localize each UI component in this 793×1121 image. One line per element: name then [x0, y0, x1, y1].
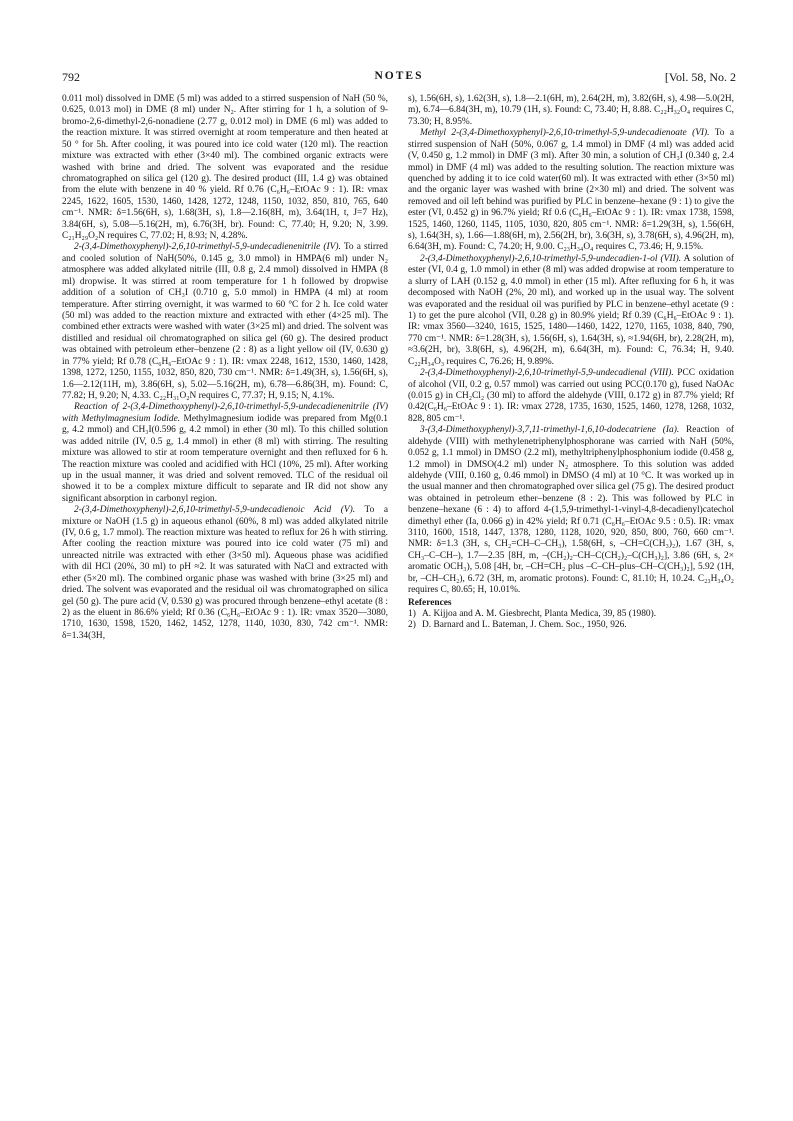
reference-number: 2): [408, 620, 416, 631]
volume-info: [Vol. 58, No. 2: [664, 70, 736, 84]
paragraph-body: A solution of ester (VI, 0.4 g, 1.0 mmol) in ether (8 ml) was added dropwise at room temperature to a slurry of LAH (0.152 g, 4.0 mmol) in ether (15 ml). After refluxing for 6 h, it was decomposed with NaOH (2%, 20 ml), and worked up in the usual way. The solvent was evaporated and the residual oil was purified by PLC in benzene–ethyl acetate (9 : 1) to get the pure alcohol (VII, 0.28 g) in 80.9% yield; Rf 0.39 (C₆H₆–EtOAc 9 : 1). IR: νmax 3560—3240, 1615, 1525, 1480—1460, 1422, 1270, 1165, 1038, 840, 790, 770 cm⁻¹. NMR: δ=1.28(3H, s), 1.56(6H, s), 1.64(3H, s), ≈1.94(6H, br), 2.28(2H, m), ≈3.6(2H, br), 3.8(6H, s), 4.96(2H, m), 6.64(3H, m). Found: C, 76.34; H, 9.40. C₂₂H₃₄O₃ requires C, 76.26; H, 9.89%.: [408, 253, 734, 367]
paragraph-body: s), 1.56(6H, s), 1.62(3H, s), 1.8—2.1(6H, m), 2.64(2H, m), 3.82(6H, s), 4.98—5.0(2H, m), 6.74—6.84(3H, m), 10.79 (1H, s). Found: C, 73.40; H, 8.88. C₂₂H₃₂O₄ requires C, 73.30; H, 8.95%.: [408, 94, 734, 127]
paragraph-body: Reaction of aldehyde (VIII) with methylenetriphenylphosphorane was carried with NaH (50%, 0.052 g, 1.1 mmol) in DMSO (2.2 ml), methyltriphenylphosphonium iodide (0.458 g, 1.2 mmol) in DMSO(4.2 ml) under N₂ atmosphere. To this solution was added aldehyde (VIII, 0.160 g, 0.46 mmol) in DMSO (4 ml) at 10 °C. It was worked up in the usual manner and then chromatographed over silica gel (75 g). The desired product was obtained in petroleum ether–benzene (8 : 2). This was followed by PLC in benzene–hexane (6 : 4) to afford 4-(1,5,9-trimethyl-1-vinyl-4,8-decadienyl)catechol dimethyl ether (Ia, 0.066 g) in 42% yield; Rf 0.71 (C₆H₆–EtOAc 9.5 : 0.5). IR: νmax 3110, 1600, 1518, 1447, 1378, 1280, 1128, 1020, 920, 850, 800, 760, 660 cm⁻¹. NMR: δ=1.3 (3H, s, CH₂=CH–C–CH₃), 1.58(6H, s, –CH=C(CH₃)₂), 1.67 (3H, s, CH₃–C–CH–), 1.7—2.35 [8H, m, –(CH₂)₂–CH–C(CH₂)₂–C(CH₃)₂], 3.86 (6H, s, 2× aromatic OCH₃), 5.08 [4H, br, –CH=CH₂ plus –C–CH–plus–CH–C(CH₃)₂], 5.92 (1H, br, –CH–CH₂), 6.72 (3H, m, aromatic protons). Found: C, 81.10; H, 10.24. C₂₃H₃₄O₂ requires C, 80.65; H, 10.01%.: [408, 425, 734, 596]
running-header: [62, 70, 736, 86]
paragraph: [62, 94, 388, 242]
paragraph: [62, 505, 388, 642]
paragraph: [408, 128, 734, 254]
section-heading: 2-(3,4-Dimethoxyphenyl)-2,6,10-trimethyl-5,9-undecadienal (VIII).: [420, 368, 674, 379]
paragraph-body: To a stirred and cooled solution of NaH(50%, 0.145 g, 3.0 mmol) in HMPA(6 ml) under N₂ atmosphere was added alkylated nitrile (III, 0.8 g, 2.4 mmol) dissolved in HMPA (8 ml) dropwise. It was stirred at room temperature for 1 h followed by dropwise addition of a solution of CH₃I (0.710 g, 5.0 mmol) in HMPA (4 ml) at room temperature. After stirring overnight, it was warmed to 60 °C for 2 h. Ice cold water (50 ml) was added to the reaction mixture and extracted with ether (4×25 ml). The combined ether extracts were washed with water (3×25 ml) and dried. The solvent was distilled and residual oil chromatographed on silica gel (60 g). The desired product was obtained with petroleum ether–benzene (2 : 8) as a light yellow oil (IV, 0.630 g) in 77% yield; Rf 0.78 (C₆H₆–EtOAc 9 : 1). IR: νmax 2248, 1612, 1530, 1460, 1428, 1398, 1272, 1250, 1155, 1032, 850, 820, 730 cm⁻¹. NMR: δ=1.49(3H, s), 1.56(6H, s), 1.6—2.12(11H, m), 3.86(6H, s), 5.02—5.16(2H, m), 6.78—6.86(3H, m). Found: C, 77.82; H, 9.20; N, 4.33. C₂₂H₃₁O₂N requires C, 77.37; H, 9.15; N, 4.1%.: [62, 242, 388, 401]
reference-number: 1): [408, 608, 416, 619]
section-heading: Methyl 2-(3,4-Dimethoxyphenyl)-2,6,10-trimethyl-5,9-undecadienoate (VI).: [420, 128, 710, 139]
references-heading: References: [408, 597, 452, 608]
paragraph-body: Methylmagnesium iodide was prepared from Mg(0.1 g, 4.2 mmol) and CH₃I(0.596 g, 4.2 mmol) in ether (30 ml). To this chilled solution was added nitrile (IV, 0.5 g, 1.4 mmol) in ether (8 ml) with stirring. The resulting mixture was allowed to stir at room temperature overnight and then refluxed for 6 h. The reaction mixture was cooled and acidified with HCl (10%, 25 ml). After working up in the usual manner, it was dried and solvent removed. TLC of the residual oil showed it to be a complex mixture difficult to separate and IR did not show any significant absorption in carbonyl region.: [62, 413, 388, 504]
section-heading: 2-(3,4-Dimethoxyphenyl)-2,6,10-trimethyl-5,9-undecadienoic Acid (V).: [74, 505, 356, 516]
section-heading: 3-(3,4-Dimethoxyphenyl)-3,7,11-trimethyl-1,6,10-dodecatriene (Ia).: [420, 425, 680, 436]
reference-text: A. Kijjoa and A. M. Giesbrecht, Planta Medica, 39, 85 (1980).: [422, 608, 657, 619]
left-column: [62, 94, 388, 642]
paragraph: [62, 402, 388, 505]
reference-item: [408, 609, 734, 620]
right-column: [408, 94, 734, 632]
paragraph: [408, 94, 734, 128]
paragraph: [408, 368, 734, 425]
paragraph-body: PCC oxidation of alcohol (VII, 0.2 g, 0.57 mmol) was carried out using PCC(0.170 g), fused NaOAc (0.015 g) in CH₂Cl₂ (30 ml) to afford the aldehyde (VIII, 0.172 g) in 87.7% yield; Rf 0.42(C₆H₆–EtOAc 9 : 1). IR: νmax 2728, 1735, 1630, 1525, 1460, 1278, 1268, 1032, 828, 805 cm⁻¹.: [408, 368, 734, 424]
paragraph: [62, 242, 388, 402]
section-heading: 2-(3,4-Dimethoxyphenyl)-2,6,10-trimethyl-5,9-undecadien-1-ol (VII).: [420, 253, 682, 264]
section-heading: 2-(3,4-Dimethoxyphenyl)-2,6,10-trimethyl-5,9-undecadienenitrile (IV).: [74, 242, 341, 253]
paragraph-body: To a stirred suspension of NaH (50%, 0.067 g, 1.4 mmol) in DMF (4 ml) was added acid (V, 0.450 g, 1.2 mmol) in DMF (3 ml). After 30 min, a solution of CH₃I (0.340 g, 2.4 mmol) in DMF (4 ml) was added to the resulting solution. The reaction mixture was quenched by adding it to ice cold water(60 ml). It was extracted with ether (3×50 ml) and the organic layer was washed with brine (2×30 ml) and dried. The solvent was removed and oil left behind was purified by PLC in benzene–hexane (9 : 1) to give the ester (VI, 0.452 g) in 96.7% yield; Rf 0.6 (C₆H₆–EtOAc 9 : 1). IR: νmax 1738, 1598, 1525, 1460, 1260, 1145, 1105, 1030, 820, 805 cm⁻¹. NMR: δ=1.29(3H, s), 1.56(6H, s), 1.64(3H, s), 1.66—1.88(6H, m), 2.56(2H, br), 3.6(3H, s), 3.78(6H, s), 4.96(2H, m), 6.64(3H, m). Found: C, 74.20; H, 9.00. C₂₃H₃₄O₄ requires C, 73.46; H, 9.15%.: [408, 128, 734, 253]
paragraph: [408, 425, 734, 596]
reference-item: [408, 620, 734, 631]
reference-text: D. Barnard and L. Bateman, J. Chem. Soc., 1950, 926.: [422, 620, 627, 631]
page-number: 792: [62, 70, 80, 84]
section-heading: Reaction of 2-(3,4-Dimethoxyphenyl)-2,6,10-trimethyl-5,9-undecadienenitrile (IV) with Methylmagnesium Iodide.: [62, 402, 388, 424]
paragraph: [408, 254, 734, 368]
section-title: NOTES: [374, 70, 424, 82]
paragraph-body: 0.011 mol) dissolved in DME (5 ml) was added to a stirred suspension of NaH (50 %, 0.625, 0.013 mol) in DME (8 ml) under N₂. After stirring for 1 h, a solution of 9-bromo-2,6-dimethyl-2,6-nonadiene (2.77 g, 0.012 mol) in DME (6 ml) was added to the reaction mixture. It was stirred overnight at room temperature and then heated at 50 ° for 5h. After cooling, it was poured into ice cold water (120 ml). The reaction mixture was extracted with ether (3×40 ml). The combined organic extracts were washed with brine and dried. The solvent was evaporated and the residue chromatographed on silica gel (120 g). The desired product (III, 1.4 g) was obtained from the elute with benzene in 40 % yield. Rf 0.76 (C₆H₆–EtOAc 9 : 1). IR: νmax 2245, 1622, 1605, 1530, 1460, 1428, 1272, 1248, 1150, 1032, 850, 810, 765, 640 cm⁻¹. NMR: δ=1.56(6H, s), 1.68(3H, s), 1.8—2.16(8H, m), 3.64(1H, t, J=7 Hz), 3.84(6H, s), 5.08—5.16(2H, m), 6.76(3H, br). Found: C, 77.40; H, 9.20; N, 3.99. C₂₁H₂₉O₂N requires C, 77.02; H, 8.93; N, 4.28%.: [62, 94, 388, 242]
paragraph-body: To a mixture or NaOH (1.5 g) in aqueous ethanol (60%, 8 ml) was added alkylated nitrile (IV, 0.6 g, 1.7 mmol). The reaction mixture was heated to reflux for 26 h with stirring. After cooling the reaction mixture was poured into ice cold water (75 ml) and unreacted nitrile was extracted with ether (3×50 ml). Aqueous phase was acidified with dil HCl (20%, 30 ml) to pH ≈2. It was saturated with NaCl and extracted with ether (5×20 ml). The combined organic phase was washed with brine (3×25 ml) and dried. The solvent was evaporated and the residual oil was chromatographed on silica gel (50 g). The pure acid (V, 0.530 g) was procured through benzene–ethyl acetate (8 : 2) as the eluent in 86.6% yield; Rf 0.36 (C₆H₆–EtOAc 9 : 1). IR: νmax 3520—3080, 1710, 1630, 1598, 1520, 1462, 1452, 1278, 1140, 1030, 830, 742 cm⁻¹. NMR: δ=1.34(3H,: [62, 505, 388, 641]
